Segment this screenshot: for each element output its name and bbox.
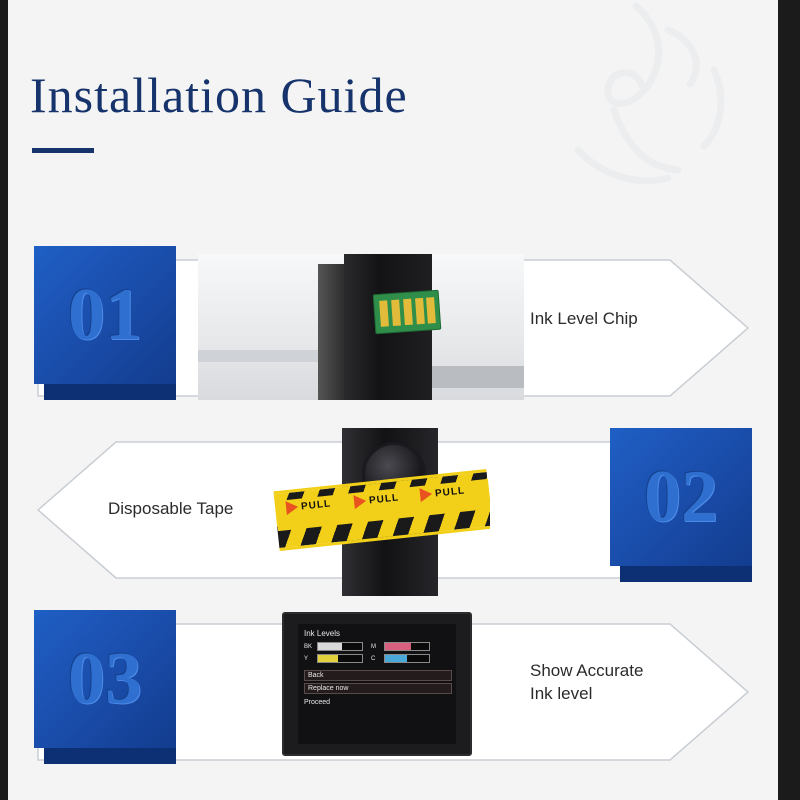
watermark-script (518, 0, 748, 230)
step-caption-1: Ink Level Chip (530, 309, 638, 328)
lcd-menu-item-replace-now[interactable]: Replace now (304, 683, 452, 694)
step-caption-2: Disposable Tape (108, 499, 234, 518)
guide-canvas (8, 0, 778, 800)
ink-bar-c (384, 654, 430, 663)
arrow-icon (419, 487, 432, 502)
printer-lcd-photo (282, 612, 472, 756)
ink-bar-m (384, 642, 430, 651)
step-number-3: 03 (68, 638, 142, 720)
step-row-1 (30, 246, 756, 414)
lcd-proceed-label[interactable]: Proceed (304, 699, 331, 706)
right-edge-border (778, 0, 800, 800)
ink-label-y: Y (304, 655, 309, 662)
step-row-3 (30, 610, 756, 778)
lcd-menu (304, 670, 452, 694)
ink-label-m: M (371, 643, 376, 650)
ink-bar-y (317, 654, 363, 663)
arrow-icon (353, 494, 366, 509)
pull-text-2: PULL (368, 491, 400, 507)
ink-bar-bk (317, 642, 363, 651)
step-caption-3-line2: Ink level (530, 683, 593, 703)
cartridge-chip-photo (198, 254, 524, 400)
step-caption-3-line1: Show Accurate (530, 661, 644, 680)
page-title: Installation Guide (30, 67, 408, 123)
lcd-screen (298, 624, 456, 744)
lcd-title: Ink Levels (304, 629, 341, 638)
step-number-block-2 (610, 428, 752, 582)
step-number-2: 02 (644, 456, 718, 538)
pull-text-3: PULL (434, 484, 466, 500)
step-number-block-1 (34, 246, 176, 400)
ink-label-bk: BK (304, 643, 313, 650)
step-row-2 (30, 428, 756, 596)
step-number-block-3 (34, 610, 176, 764)
pull-text-1: PULL (300, 497, 332, 513)
ink-level-bars (304, 642, 452, 663)
step-number-1: 01 (68, 274, 142, 356)
left-edge-border (0, 0, 8, 800)
title-underline (32, 148, 94, 153)
ink-level-chip (373, 290, 442, 335)
step-caption-3 (530, 660, 760, 706)
lcd-menu-item-back[interactable]: Back (304, 670, 452, 681)
ink-label-c: C (371, 655, 376, 662)
